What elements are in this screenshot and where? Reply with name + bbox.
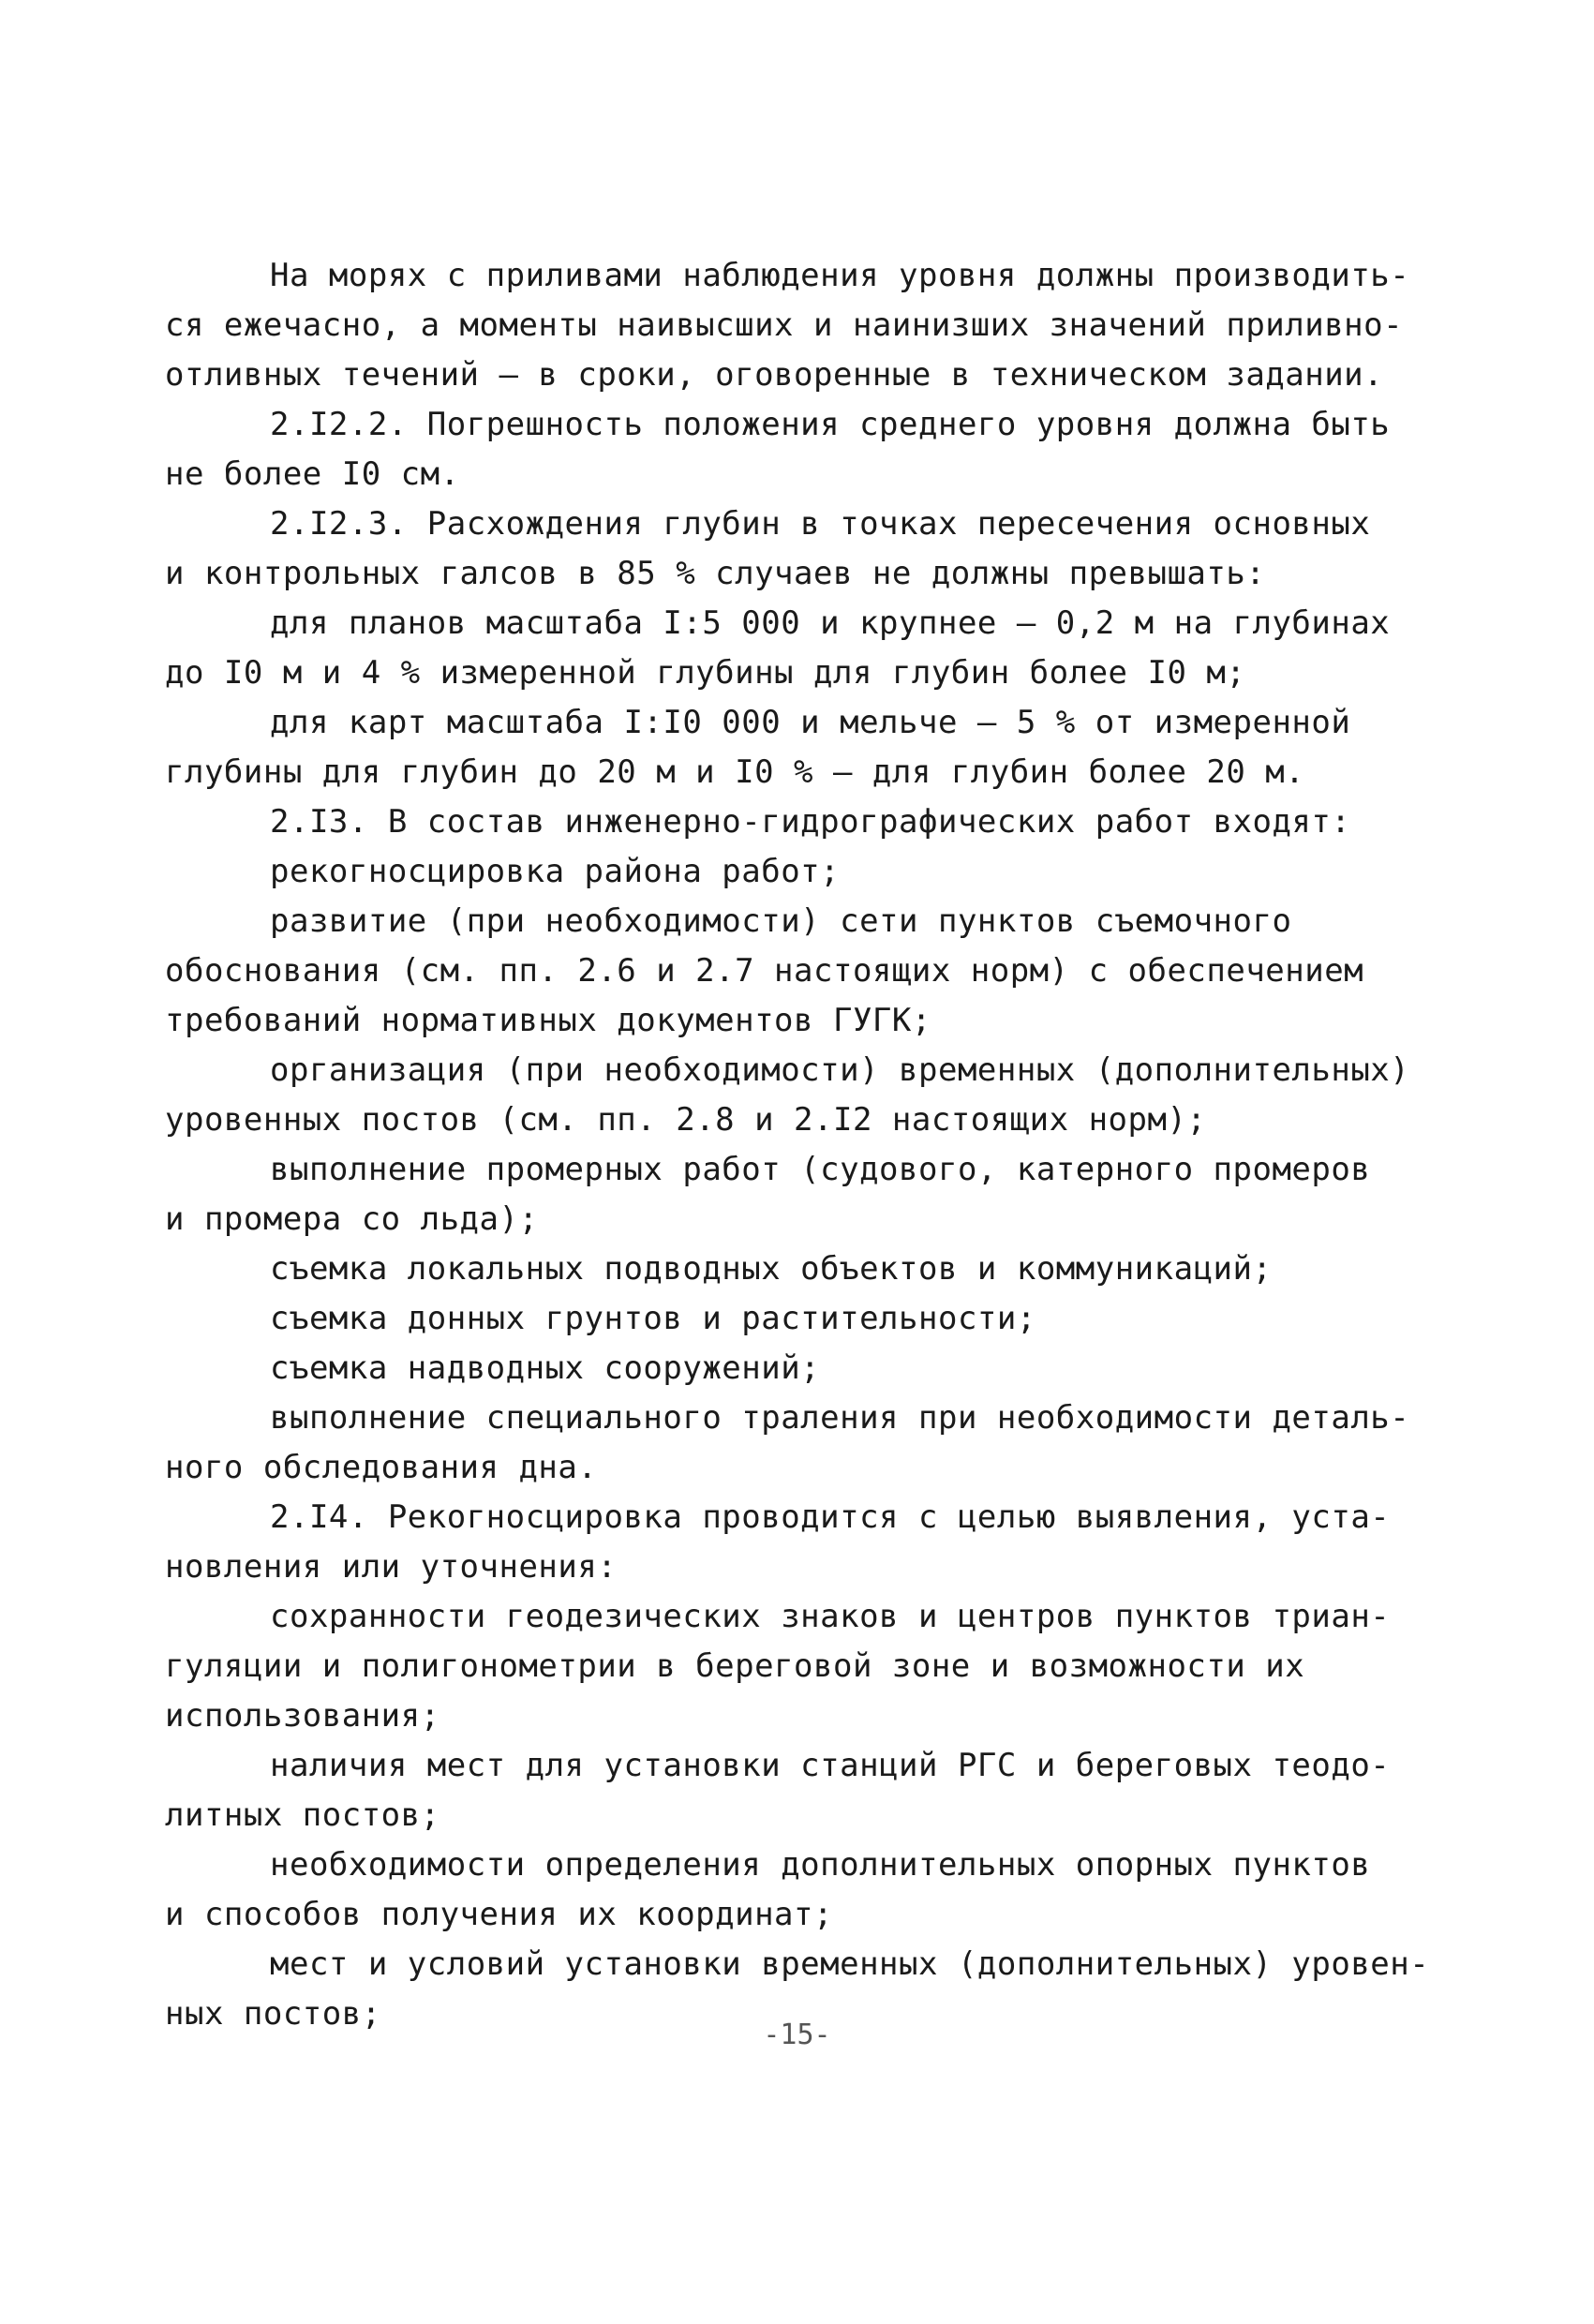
text-line: до I0 м и 4 % измеренной глубины для глубин более I0 м;: [165, 654, 1246, 692]
text-line: съемка локальных подводных объектов и коммуникаций;: [270, 1250, 1273, 1288]
text-line: выполнение специального траления при необходимости деталь-: [270, 1399, 1410, 1437]
text-line: ных постов;: [165, 1995, 381, 2033]
text-line: организация (при необходимости) временных (дополнительных): [270, 1051, 1410, 1089]
text-line: съемка надводных сооружений;: [270, 1349, 821, 1387]
text-line: и контрольных галсов в 85 % случаев не должны превышать:: [165, 555, 1266, 592]
text-line: литных постов;: [165, 1796, 440, 1834]
text-line: необходимости определения дополнительных опорных пунктов: [270, 1846, 1371, 1884]
text-line: рекогносцировка района работ;: [270, 853, 841, 890]
text-line: наличия мест для установки станций РГС и береговых теодо-: [270, 1747, 1391, 1784]
text-line: 2.I3. В состав инженерно-гидрографических работ входят:: [270, 803, 1351, 841]
text-line: 2.I2.3. Расхождения глубин в точках пересечения основных: [270, 505, 1371, 543]
text-line: мест и условий установки временных (дополнительных) уровен-: [270, 1945, 1430, 1983]
text-line: для карт масштаба I:I0 000 и мельче – 5 % от измеренной: [270, 704, 1351, 741]
body-text: [165, 251, 1458, 2039]
text-line: и способов получения их координат;: [165, 1896, 833, 1933]
text-line: уровенных постов (см. пп. 2.8 и 2.I2 настоящих норм);: [165, 1101, 1207, 1139]
text-line: требований нормативных документов ГУГК;: [165, 1002, 931, 1039]
text-line: выполнение промерных работ (судового, катерного промеров: [270, 1151, 1371, 1188]
text-line: развитие (при необходимости) сети пунктов съемочного: [270, 902, 1292, 940]
text-line: отливных течений – в сроки, оговоренные в техническом задании.: [165, 356, 1384, 394]
text-line: На морях с приливами наблюдения уровня должны производить-: [270, 257, 1410, 294]
text-line: обоснования (см. пп. 2.6 и 2.7 настоящих норм) с обеспечением: [165, 952, 1364, 990]
text-line: не более I0 см.: [165, 455, 460, 493]
text-line: сохранности геодезических знаков и центров пунктов триан-: [270, 1598, 1391, 1635]
text-line: 2.I4. Рекогносцировка проводится с целью выявления, уста-: [270, 1498, 1391, 1536]
text-line: ся ежечасно, а моменты наивысших и наинизших значений приливно-: [165, 306, 1404, 344]
text-line: новления или уточнения:: [165, 1548, 618, 1586]
text-line: ного обследования дна.: [165, 1449, 598, 1486]
text-line: для планов масштаба I:5 000 и крупнее – 0,2 м на глубинах: [270, 604, 1391, 642]
text-line: использования;: [165, 1697, 440, 1735]
text-line: 2.I2.2. Погрешность положения среднего уровня должна быть: [270, 406, 1391, 443]
text-line: глубины для глубин до 20 м и I0 % – для глубин более 20 м.: [165, 753, 1305, 791]
page-number: -15-: [763, 2019, 831, 2051]
text-line: гуляции и полигонометрии в береговой зоне и возможности их: [165, 1647, 1305, 1685]
text-line: и промера со льда);: [165, 1200, 539, 1238]
text-line: съемка донных грунтов и растительности;: [270, 1300, 1036, 1337]
